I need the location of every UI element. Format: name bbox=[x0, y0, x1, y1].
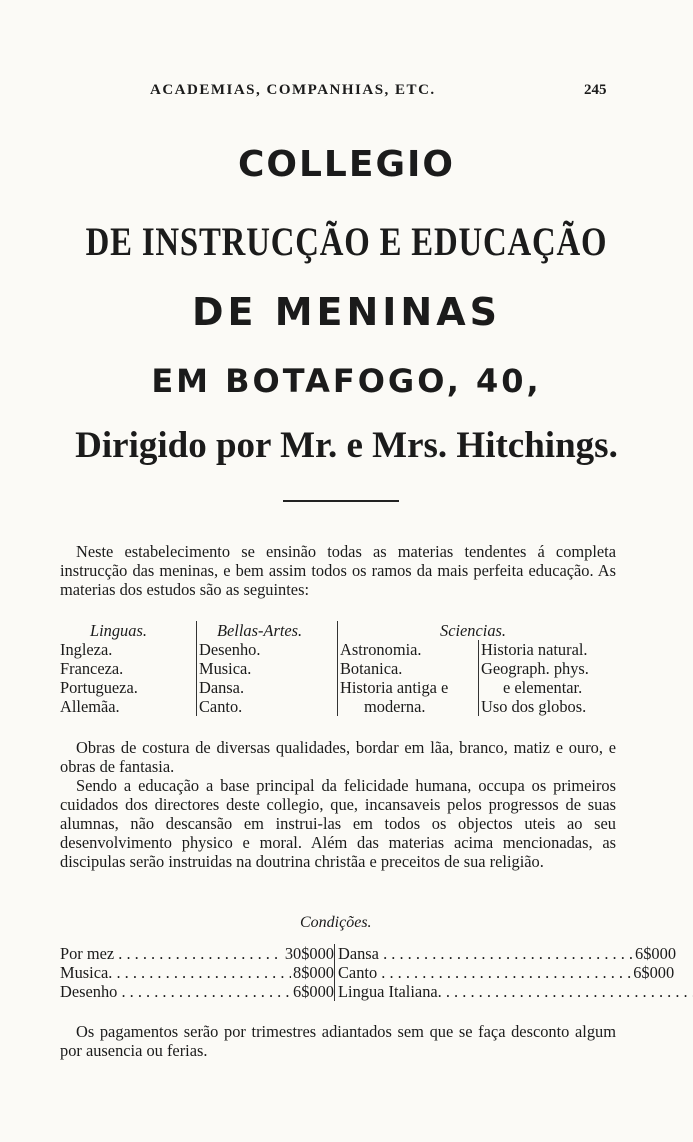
list-item: Allemãa. bbox=[60, 697, 120, 716]
list-item: e elementar. bbox=[503, 678, 583, 697]
table-row bbox=[60, 982, 620, 1001]
fees-table bbox=[60, 944, 677, 1001]
column-bellas-artes bbox=[196, 621, 331, 716]
list-item: Astronomia. bbox=[340, 640, 422, 659]
title-collegio: COLLEGIO bbox=[237, 144, 456, 185]
fee-right bbox=[334, 982, 693, 1001]
title-meninas: DE MENINAS bbox=[191, 290, 502, 334]
list-item: Uso dos globos. bbox=[481, 697, 587, 716]
list-item: Botanica. bbox=[340, 659, 403, 678]
running-head: ACADEMIAS, COMPANHIAS, ETC. bbox=[150, 82, 436, 98]
list-item: Portugueza. bbox=[60, 678, 138, 697]
fee-value: 6$000 bbox=[633, 963, 675, 982]
bellas-artes-heading: Bellas-Artes. bbox=[217, 621, 303, 640]
list-item: Desenho. bbox=[199, 640, 261, 659]
spacer bbox=[340, 621, 478, 640]
linguas-heading: Linguas. bbox=[90, 621, 147, 640]
column-sciencias-b bbox=[478, 640, 621, 716]
education-paragraph: Sendo a educação a base principal da felicidade humana, occupa os primeiros cuidados dos directores deste collegio, que, incansaveis pelos progressos de suas alumnas, não descansão em instrui-las em todos os objectos uteis ao seu desenvolvimento physico e moral. Além das materias acima mencionadas, as discipulas serão instruidas na doutrina christãa e preceitos de sua religião. bbox=[60, 776, 616, 871]
fee-left bbox=[60, 963, 334, 982]
divider-rule bbox=[283, 500, 399, 502]
title-directors: Dirigido por Mr. e Mrs. Hitchings. bbox=[75, 425, 618, 466]
column-linguas bbox=[60, 621, 184, 716]
fee-left bbox=[60, 944, 334, 963]
fee-right bbox=[334, 944, 676, 963]
list-item: Geograph. phys. bbox=[481, 659, 589, 678]
fee-right bbox=[334, 963, 674, 982]
fee-label: Desenho . . . bbox=[60, 982, 291, 1001]
fee-value: 8$000 bbox=[293, 963, 334, 982]
needlework-paragraph: Obras de costura de diversas qualidades, bordar em lãa, branco, matiz e ouro, e obras de fantasia. bbox=[60, 738, 616, 776]
fee-label: Por mez . . . bbox=[60, 944, 283, 963]
page-number: 245 bbox=[584, 82, 607, 98]
body-paragraphs bbox=[60, 738, 616, 871]
fee-label: Dansa . . . bbox=[338, 944, 633, 963]
closing-paragraph: Os pagamentos serão por trimestres adiantados sem que se faça desconto algum por ausencia ou ferias. bbox=[60, 1022, 616, 1060]
table-row bbox=[60, 944, 677, 963]
column-sciencias-a bbox=[337, 621, 478, 716]
table-row bbox=[60, 963, 675, 982]
title-instruccao: DE INSTRUCÇÃO E EDUCAÇÃO bbox=[85, 219, 608, 264]
fee-left bbox=[60, 982, 334, 1001]
list-item: moderna. bbox=[364, 697, 426, 716]
list-item: Dansa. bbox=[199, 678, 245, 697]
list-item: Canto. bbox=[199, 697, 243, 716]
list-item: Musica. bbox=[199, 659, 252, 678]
title-address: EM BOTAFOGO, 40, bbox=[151, 362, 542, 400]
fee-label: Lingua Italiana. . . . bbox=[338, 982, 693, 1001]
list-item: Franceza. bbox=[60, 659, 124, 678]
list-item: Ingleza. bbox=[60, 640, 113, 659]
sciencias-heading: Sciencias. bbox=[440, 621, 506, 640]
list-item: Historia natural. bbox=[481, 640, 588, 659]
intro-paragraph: Neste estabelecimento se ensinão todas as materias tendentes á completa instrucção das meninas, e bem assim todos os ramos da mais perfeita educação. As materias dos estudos são as seguintes: bbox=[60, 542, 616, 599]
fee-value: 30$000 bbox=[284, 944, 334, 963]
fee-label: Musica. . . . bbox=[60, 963, 291, 982]
conditions-heading: Condições. bbox=[300, 914, 372, 931]
fee-label: Canto . . . bbox=[338, 963, 631, 982]
fee-value: 6$000 bbox=[293, 982, 334, 1001]
list-item: Historia antiga e bbox=[340, 678, 449, 697]
fee-value: 6$000 bbox=[635, 944, 677, 963]
